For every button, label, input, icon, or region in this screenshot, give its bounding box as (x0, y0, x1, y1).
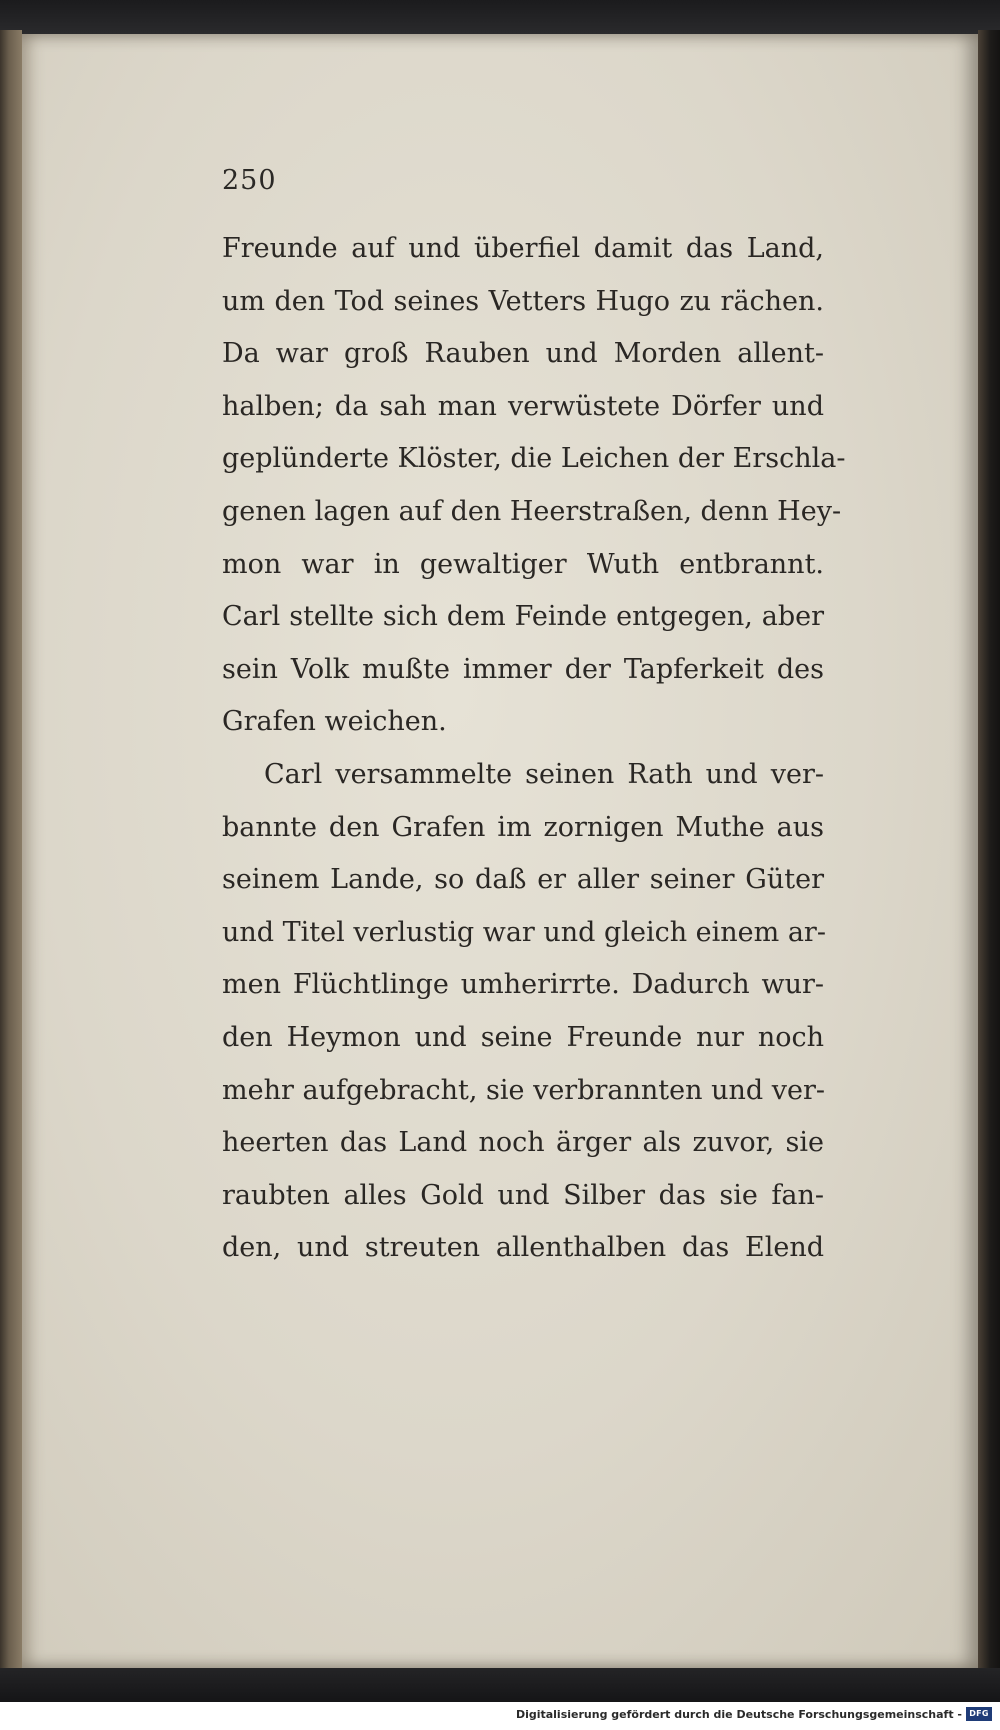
text-line: geplünderte Klöster, die Leichen der Erschla- (222, 443, 846, 475)
scanner-top-border (0, 0, 1000, 34)
text-line: mehr aufgebracht, sie verbrannten und ver- (222, 1074, 825, 1106)
credit-text: Digitalisierung gefördert durch die Deutsche Forschungsgemeinschaft - (515, 1708, 962, 1721)
text-line: den, und streuten allenthalben das Elend (222, 1232, 824, 1264)
page-number: 250 (222, 165, 277, 196)
text-line: und Titel verlustig war und gleich einem ar- (222, 916, 826, 948)
text-line: seinem Lande, so daß er aller seiner Güter (222, 864, 824, 896)
text-line: Da war groß Rauben und Morden allent- (222, 338, 824, 370)
text-line: um den Tod seines Vetters Hugo zu rächen. (222, 285, 824, 317)
book-spine-edge (0, 30, 22, 1672)
text-line: halben; da sah man verwüstete Dörfer und (222, 390, 824, 422)
text-line: genen lagen auf den Heerstraßen, denn Hey- (222, 495, 842, 527)
page-outer-edge (978, 30, 1000, 1672)
text-line: Freunde auf und überfiel damit das Land, (222, 233, 824, 264)
text-line: sein Volk mußte immer der Tapferkeit des (222, 653, 824, 685)
digitization-credit-bar (0, 1702, 1000, 1730)
text-line: Grafen weichen. (222, 706, 447, 738)
text-line: bannte den Grafen im zornigen Muthe aus (222, 811, 824, 843)
text-line: mon war in gewaltiger Wuth entbrannt. (222, 548, 824, 580)
text-line: heerten das Land noch ärger als zuvor, sie (222, 1127, 824, 1159)
text-line: Carl versammelte seinen Rath und ver- (264, 758, 824, 790)
dfg-logo: DFG (966, 1707, 992, 1721)
text-line: raubten alles Gold und Silber das sie fan- (222, 1179, 824, 1211)
text-line: men Flüchtlinge umherirrte. Dadurch wur- (222, 969, 824, 1001)
scanner-bottom-border (0, 1668, 1000, 1702)
page-text (222, 223, 846, 1275)
text-line: den Heymon und seine Freunde nur noch (222, 1021, 824, 1053)
text-line: Carl stellte sich dem Feinde entgegen, aber (222, 601, 824, 633)
